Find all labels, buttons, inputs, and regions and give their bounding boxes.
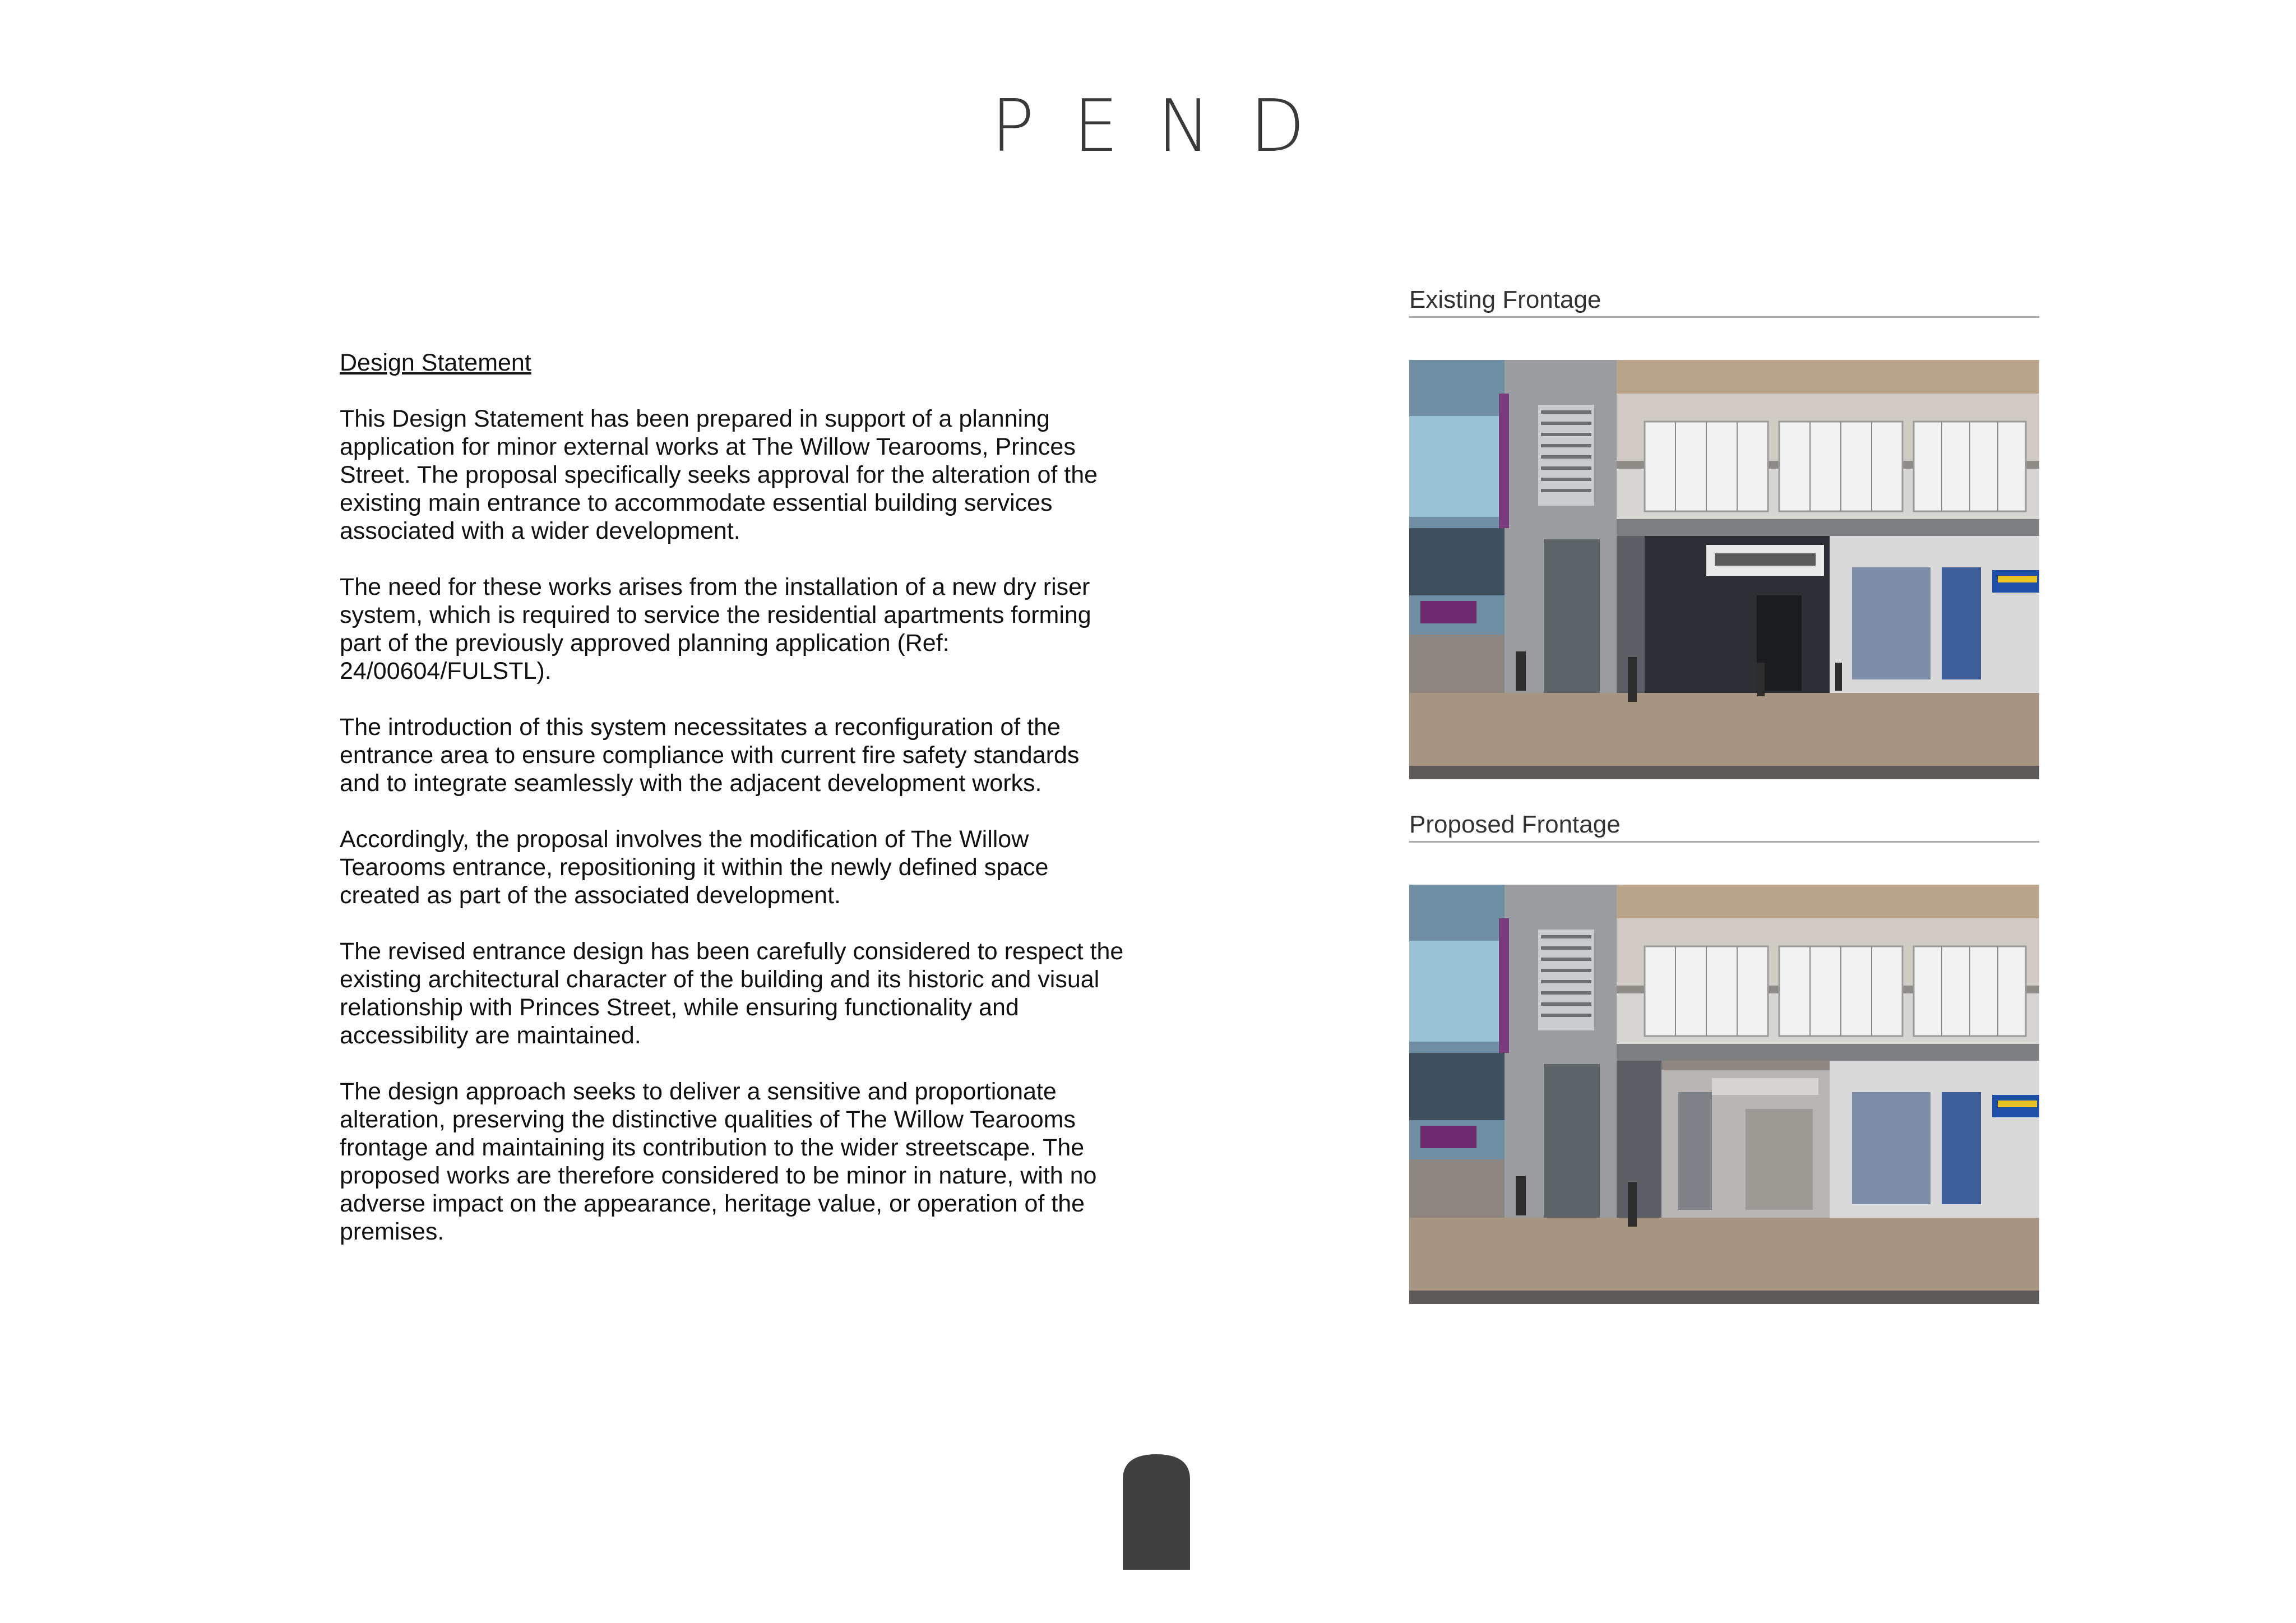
paragraph: The introduction of this system necessitates a reconfiguration of the entrance area to ensure compliance with current fire safety standards and to integrate seamlessly with the adjacent development works. — [340, 714, 1080, 797]
paragraph: The need for these works arises from the installation of a new dry riser system, which is required to service the residential apartments forming part of the previously approved planning application (Ref: 24/00604/FULSTL). — [340, 574, 1091, 685]
logo-letter: P — [991, 84, 1035, 168]
paragraph: Accordingly, the proposal involves the modification of The Willow Tearooms entrance, repositioning it within the newly defined space created as part of the associated development. — [340, 826, 1049, 909]
proposed-frontage-caption: Proposed Frontage — [1409, 811, 2039, 843]
logo-letter: N — [1157, 84, 1211, 168]
paragraph: This Design Statement has been prepared in support of a planning application for minor external works at The Willow Tearooms, Princes Street. The proposal specifically seeks approval for the alteration of the existing main entrance to accommodate essential building services associated with a wider development. — [340, 405, 1098, 544]
section-heading: Design Statement — [340, 349, 531, 376]
paragraph: The revised entrance design has been carefully considered to respect the existing architectural character of the building and its historic and visual relationship with Princes Street, while ensuring functionality and accessibility are maintained. — [340, 938, 1124, 1049]
existing-frontage-illustration — [1409, 360, 2039, 779]
logo-letter: E — [1073, 84, 1119, 168]
design-statement-section — [340, 349, 1124, 1274]
existing-frontage-photo — [1409, 360, 2039, 779]
existing-frontage-caption: Existing Frontage — [1409, 286, 2039, 318]
arch-logo-mark — [1123, 1454, 1190, 1570]
proposed-frontage-illustration — [1409, 885, 2039, 1304]
paragraph: The design approach seeks to deliver a sensitive and proportionate alteration, preserving the distinctive qualities of The Willow Tearooms frontage and maintaining its contribution to the wider streetscape. The proposed works are therefore considered to be minor in nature, with no adverse impact on the appearance, heritage value, or operation of the premises. — [340, 1078, 1097, 1245]
proposed-frontage-photo — [1409, 885, 2039, 1304]
pend-logo — [991, 84, 1305, 168]
logo-letter: D — [1249, 84, 1305, 168]
